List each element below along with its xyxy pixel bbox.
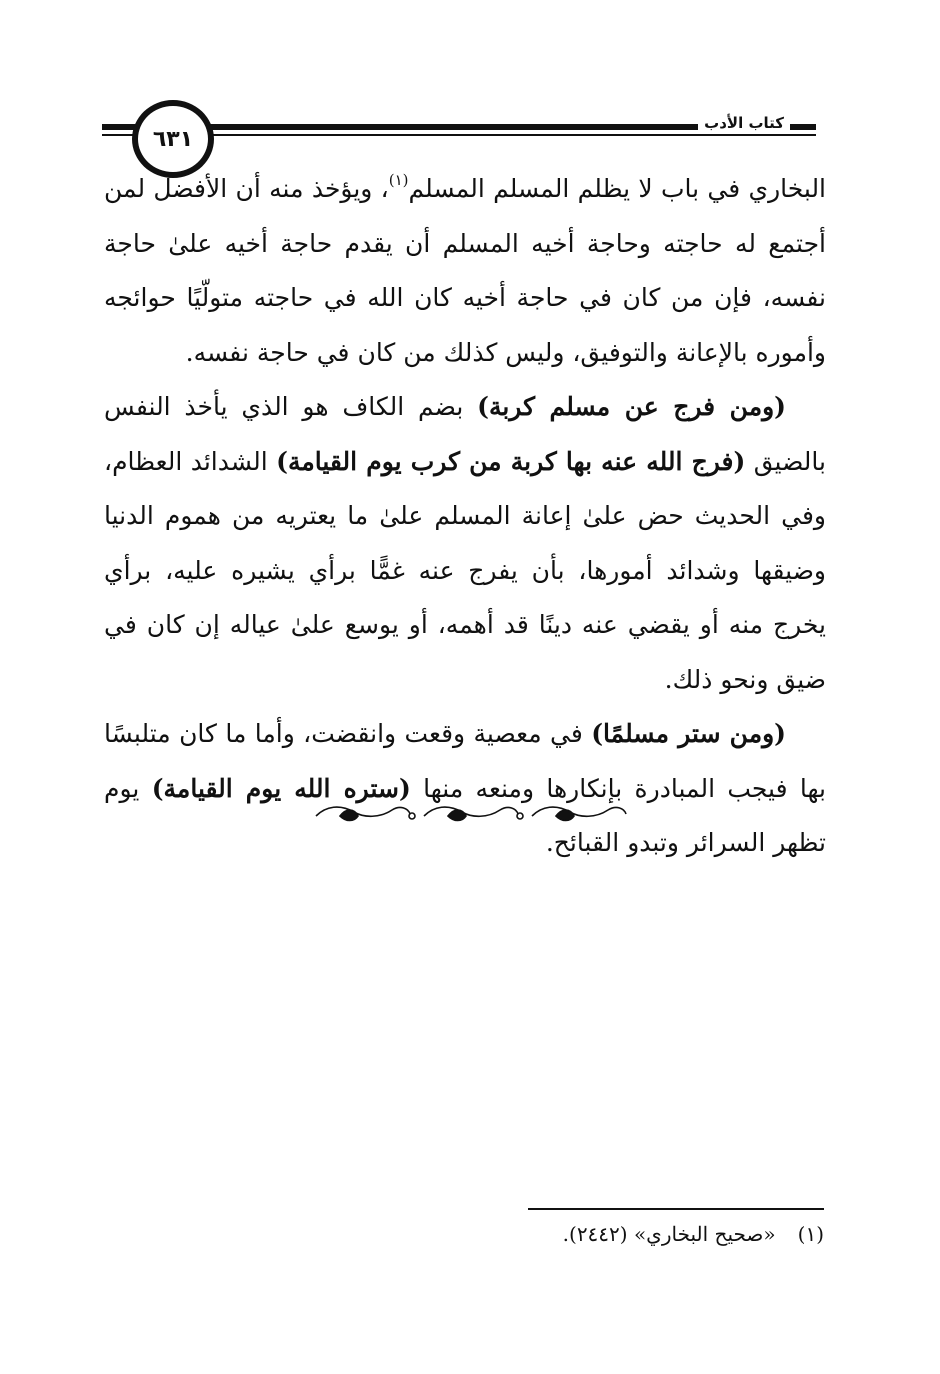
footnote-separator <box>528 1208 824 1210</box>
paragraph-1-rest: ، ويؤخذ منه أن الأفضل لمن أجتمع له حاجته وحاجة أخيه المسلم أن يقدم حاجة أخيه علىٰ حاجة نفسه، فإن من كان في حاجة أخيه كان الله في حاجته متولّيًا حوائجه وأموره بالإعانة والتوفيق، وليس كذلك من كان في حاجة نفسه. <box>104 174 826 367</box>
header-rule-right-thin <box>200 134 816 136</box>
ornament-motif-right <box>532 807 626 820</box>
paragraph-3 <box>104 707 826 871</box>
hadith-phrase-3: (ومن ستر مسلمًا) <box>591 719 786 748</box>
footnote-reference: (١) <box>388 171 409 189</box>
ornament-motif-left <box>316 807 415 820</box>
body-text <box>104 162 826 871</box>
ornament-motif-center <box>424 807 523 820</box>
paragraph-2-text-2: الشدائد العظام، وفي الحديث حض علىٰ إعانة المسلم علىٰ ما يعتريه من هموم الدنيا وضيقها وشدائد أمورها، بأن يفرج عنه غمًّا برأي يشيره عليه، برأي يخرج منه أو يقضي عنه دينًا قد أهمه، أو يوسع علىٰ عياله إن كان في ضيق ونحو ذلك. <box>104 446 826 694</box>
running-title: كتاب الأدب <box>698 114 790 132</box>
hadith-phrase-2: (فرج الله عنه بها كربة من كرب يوم القيامة) <box>276 446 746 476</box>
hadith-phrase-4: (ستره الله يوم القيامة) <box>151 773 411 803</box>
paragraph-2-text-1: بضم الكاف هو الذي يأخذ النفس بالضيق <box>104 392 826 476</box>
hadith-phrase-1: (ومن فرج عن مسلم كربة) <box>477 392 786 421</box>
paragraph-3-text-2: يوم تظهر السرائر وتبدو القبائح. <box>104 773 826 857</box>
paragraph-3-text-1: في معصية وقعت وانقضت، وأما ما كان متلبسًا بها فيجب المبادرة بإنكارها ومنعه منها <box>104 719 826 803</box>
section-end-ornament <box>310 796 630 830</box>
paragraph-1-start: البخاري في باب لا يظلم المسلم المسلم <box>408 174 827 203</box>
page-number: ٦٣١ <box>152 126 194 152</box>
paragraph-1 <box>104 162 826 380</box>
footnote-text: «صحيح البخاري» (٢٤٤٢). <box>562 1222 776 1246</box>
paragraph-2 <box>104 380 826 707</box>
footnote-number: (١) <box>797 1222 824 1246</box>
footnote <box>424 1222 824 1246</box>
